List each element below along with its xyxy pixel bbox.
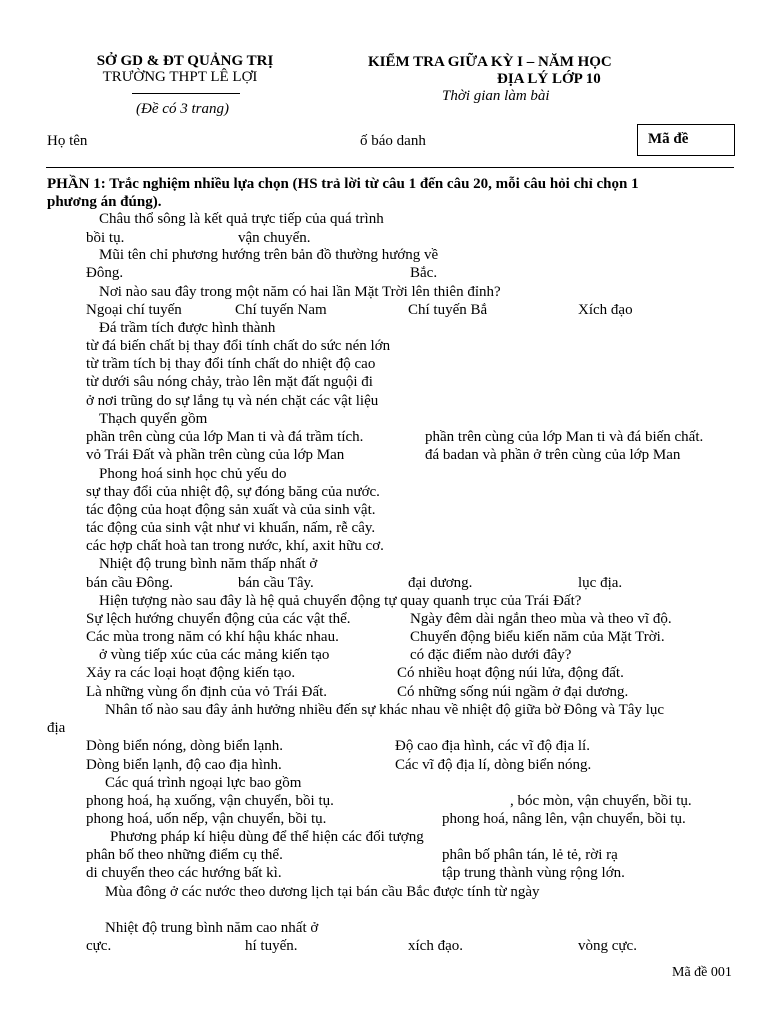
question-stem: Đá trầm tích được hình thành (99, 320, 276, 336)
answer-option: từ dưới sâu nóng chảy, trào lên mặt đất nguội đi (86, 374, 373, 390)
question-stem: Nơi nào sau đây trong một năm có hai lần Mặt Trời lên thiên đỉnh? (99, 284, 501, 300)
question-stem-cont: địa (47, 720, 66, 736)
question-stem: Hiện tượng nào sau đây là hệ quả chuyển động tự quay quanh trục của Trái Đất? (99, 593, 582, 609)
answer-option: bồi tụ. (86, 230, 125, 246)
page-count-note: (Đề có 3 trang) (136, 101, 229, 117)
answer-option: Đông. (86, 265, 124, 281)
question-stem: Châu thổ sông là kết quả trực tiếp của quá trình (99, 211, 384, 227)
part1-heading: PHẦN 1: Trắc nghiệm nhiều lựa chọn (HS trả lời từ câu 1 đến câu 20, mỗi câu hỏi chỉ chọn 1 (47, 176, 639, 192)
answer-option: phần trên cùng của lớp Man ti và đá biến chất. (425, 429, 704, 445)
answer-option: Chí tuyến Bắ (408, 302, 488, 318)
dept-name: SỞ GD & ĐT QUẢNG TRỊ (96, 53, 274, 69)
answer-option: tác động của sinh vật như vi khuẩn, nấm, rễ cây. (86, 520, 376, 536)
answer-option: vỏ Trái Đất và phần trên cùng của lớp Man (86, 447, 345, 463)
question-stem: Nhiệt độ trung bình năm thấp nhất ở (99, 556, 318, 572)
exam-title: KIỂM TRA GIỮA KỲ I – NĂM HỌC (368, 54, 612, 70)
school-name: TRƯỜNG THPT LÊ LỢI (102, 69, 258, 85)
answer-option: Độ cao địa hình, các vĩ độ địa lí. (395, 738, 590, 754)
answer-option: ở nơi trũng do sự lắng tụ và nén chặt các vật liệu (86, 393, 379, 409)
answer-option: phân bố phân tán, lẻ tẻ, rời rạ (442, 847, 618, 863)
answer-option: sự thay đổi của nhiệt độ, sự đóng băng của nước. (86, 484, 380, 500)
answer-option: tập trung thành vùng rộng lớn. (442, 865, 625, 881)
answer-option: Chuyển động biểu kiến năm của Mặt Trời. (410, 629, 665, 645)
question-stem: Phong hoá sinh học chủ yếu do (99, 466, 287, 482)
part1-heading-cont: phương án đúng). (47, 194, 162, 210)
answer-option: từ trầm tích bị thay đổi tính chất do nhiệt độ cao (86, 356, 376, 372)
question-stem: Thạch quyển gồm (99, 411, 208, 427)
question-stem: Nhân tố nào sau đây ảnh hưởng nhiều đến sự khác nhau về nhiệt độ giữa bờ Đông và Tây lục (105, 702, 665, 718)
answer-option: phong hoá, uốn nếp, vận chuyển, bồi tụ. (86, 811, 327, 827)
answer-option: Có những sống núi ngầm ở đại dương. (397, 684, 629, 700)
answer-option: Chí tuyến Nam (235, 302, 327, 318)
answer-option: cực. (86, 938, 112, 954)
answer-option: phong hoá, nâng lên, vận chuyển, bồi tụ. (442, 811, 686, 827)
school-underline (132, 93, 240, 94)
question-stem-part2: có đặc điểm nào dưới đây? (410, 647, 572, 663)
answer-option: Xảy ra các loại hoạt động kiến tạo. (86, 665, 296, 681)
answer-option: bán cầu Đông. (86, 575, 174, 591)
subject-line: ĐỊA LÝ LỚP 10 (497, 71, 601, 87)
separator-line (46, 167, 734, 168)
answer-option: đá badan và phần ở trên cùng của lớp Man (425, 447, 681, 463)
name-label: Họ tên (47, 133, 88, 149)
answer-option: Ngày đêm dài ngắn theo mùa và theo vĩ độ. (410, 611, 672, 627)
answer-option: xích đạo. (408, 938, 463, 954)
answer-option: vòng cực. (578, 938, 637, 954)
question-stem: Các quá trình ngoại lực bao gồm (105, 775, 302, 791)
answer-option: Dòng biển lạnh, độ cao địa hình. (86, 757, 282, 773)
time-line: Thời gian làm bài (442, 88, 550, 104)
sbd-label: ố báo danh (360, 133, 426, 149)
answer-option: Các vĩ độ địa lí, dòng biển nóng. (395, 757, 592, 773)
answer-option: vận chuyển. (238, 230, 311, 246)
answer-option: phân bố theo những điểm cụ thể. (86, 847, 283, 863)
answer-option: phong hoá, hạ xuống, vận chuyển, bồi tụ. (86, 793, 334, 809)
answer-option: đại dương. (408, 575, 473, 591)
answer-option: lục địa. (578, 575, 623, 591)
answer-option: Các mùa trong năm có khí hậu khác nhau. (86, 629, 339, 645)
answer-option: tác động của hoạt động sản xuất và của sinh vật. (86, 502, 376, 518)
answer-option: Bắc. (410, 265, 438, 281)
question-stem: Nhiệt độ trung bình năm cao nhất ở (105, 920, 319, 936)
question-stem: Phương pháp kí hiệu dùng để thể hiện các đối tượng (110, 829, 424, 845)
answer-option: di chuyển theo các hướng bất kì. (86, 865, 282, 881)
exam-code-box (637, 124, 735, 156)
question-stem: Mũi tên chỉ phương hướng trên bản đồ thường hướng về (99, 247, 439, 263)
answer-option: từ đá biến chất bị thay đổi tính chất do sức nén lớn (86, 338, 391, 354)
question-stem: Mùa đông ở các nước theo dương lịch tại bán cầu Bắc được tính từ ngày (105, 884, 540, 900)
answer-option: hí tuyến. (245, 938, 298, 954)
answer-option: Ngoại chí tuyến (86, 302, 182, 318)
answer-option: Là những vùng ổn định của vỏ Trái Đất. (86, 684, 328, 700)
answer-option: Sự lệch hướng chuyển động của các vật thể. (86, 611, 351, 627)
answer-option: các hợp chất hoà tan trong nước, khí, axit hữu cơ. (86, 538, 384, 554)
exam-code-footer: Mã đề 001 (672, 965, 732, 980)
question-stem: ở vùng tiếp xúc của các mảng kiến tạo (99, 647, 330, 663)
answer-option: Có nhiều hoạt động núi lửa, động đất. (397, 665, 624, 681)
answer-option: , bóc mòn, vận chuyển, bồi tụ. (510, 793, 692, 809)
answer-option: Dòng biển nóng, dòng biển lạnh. (86, 738, 284, 754)
exam-code-label: Mã đề (648, 131, 689, 147)
answer-option: phần trên cùng của lớp Man ti và đá trầm tích. (86, 429, 364, 445)
answer-option: Xích đạo (578, 302, 633, 318)
answer-option: bán cầu Tây. (238, 575, 314, 591)
